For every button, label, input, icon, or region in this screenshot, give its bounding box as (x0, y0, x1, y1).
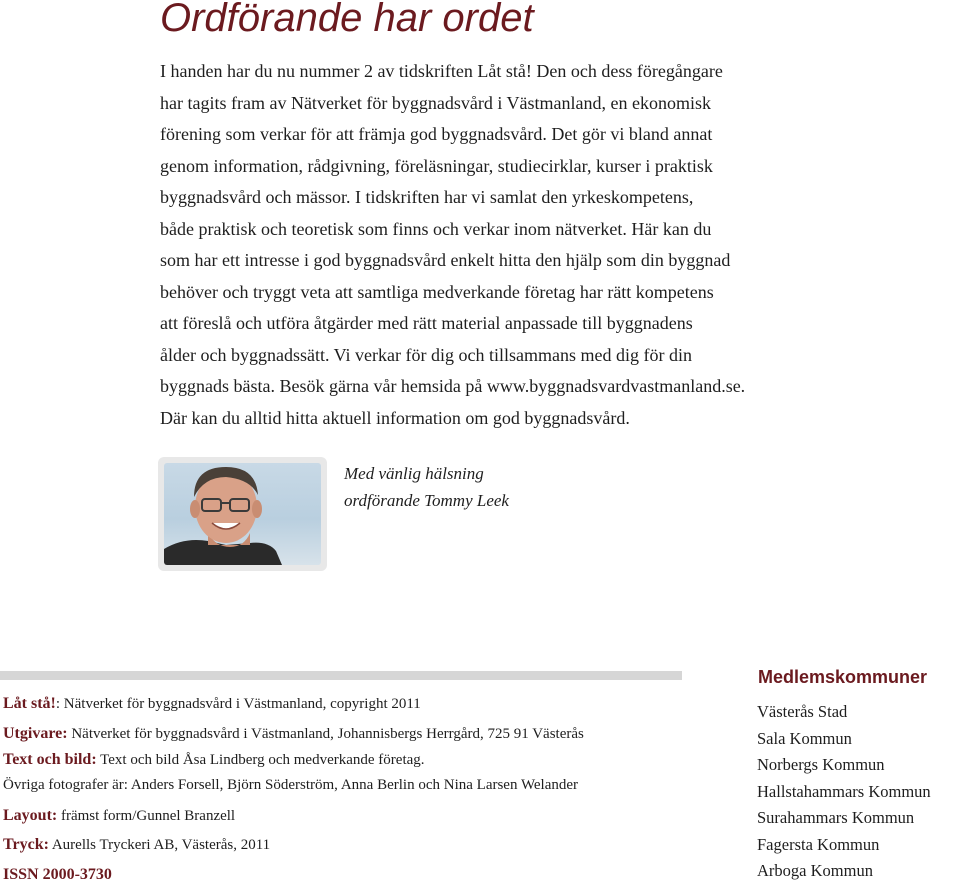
colophon-line-layout (3, 801, 703, 831)
body-line: som har ett intresse i god byggnadsvård enkelt hitta den hjälp som din byggnad (160, 250, 731, 270)
body-line: förening som verkar för att främja god byggnadsvård. Det gör vi bland annat (160, 124, 713, 144)
list-item: Surahammars Kommun (757, 808, 915, 827)
divider-bar (0, 671, 682, 680)
signoff (344, 460, 509, 514)
portrait-photo (164, 463, 321, 565)
body-line: byggnadsvård och mässor. I tidskriften har vi samlat den yrkeskompetens, (160, 187, 694, 207)
body-line: byggnads bästa. Besök gärna vår hemsida på www.byggnadsvardvastmanland.se. (160, 376, 746, 396)
colophon-line-issn (3, 860, 703, 890)
body-text (160, 56, 800, 434)
list-item: Sala Kommun (757, 728, 852, 748)
body-line: ålder och byggnadssätt. Vi verkar för dig och tillsammans med dig för din (160, 344, 692, 365)
signoff-signature: ordförande Tommy Leek (344, 491, 509, 510)
body-line: både praktisk och teoretisk som finns och verkar inom nätverket. Här kan du (160, 218, 712, 239)
list-item: Arboga Kommun (757, 861, 873, 880)
body-line: att föreslå och utföra åtgärder med rätt material anpassade till byggnadens (160, 313, 693, 333)
colophon-line-other-photographers (3, 771, 703, 801)
layout-value: främst form/Gunnel Branzell (57, 807, 236, 824)
body-line: behöver och tryggt veta att samtliga medverkande företag har rätt kompetens (160, 281, 714, 302)
issn: ISSN 2000-3730 (3, 865, 112, 883)
publisher-label: Utgivare: (3, 724, 68, 742)
list-item: Hallstahammars Kommun (757, 781, 931, 801)
text-photo-value: Text och bild Åsa Lindberg och medverkande företag. (96, 752, 425, 768)
body-line: har tagits fram av Nätverket för byggnadsvård i Västmanland, en ekonomisk (160, 92, 712, 113)
print-value: Aurells Tryckeri AB, Västerås, 2011 (48, 837, 271, 853)
colophon-line-text-photo (3, 748, 703, 771)
publication-label: Låt stå! (3, 695, 56, 712)
print-label: Tryck: (3, 836, 49, 853)
list-item: Norbergs Kommun (757, 755, 885, 774)
list-item: Västerås Stad (757, 702, 848, 721)
body-line: Där kan du alltid hitta aktuell information om god byggnadsvård. (160, 407, 630, 428)
body-line: genom information, rådgivning, föreläsningar, studiecirklar, kurser i praktisk (160, 155, 713, 176)
other-photographers: Övriga fotografer är: Anders Forsell, Björn Söderström, Anna Berlin och Nina Larsen Welander (3, 777, 579, 793)
list-item: Fagersta Kommun (757, 834, 880, 854)
member-municipalities-heading: Medlemskommuner (758, 667, 928, 687)
text-photo-label: Text och bild: (3, 751, 97, 768)
colophon-line-print (3, 830, 703, 860)
colophon (3, 689, 703, 889)
layout-label: Layout: (3, 806, 58, 824)
member-municipalities-list (757, 699, 931, 885)
body-line: I handen har du nu nummer 2 av tidskriften Låt stå! Den och dess föregångare (160, 61, 723, 81)
colophon-line-publication (3, 689, 703, 719)
publisher-value: Nätverket för byggnadsvård i Västmanland, Johannisbergs Herrgård, 725 91 Västerås (67, 725, 584, 742)
signoff-greeting: Med vänlig hälsning (344, 464, 484, 483)
page-title: Ordförande har ordet (160, 0, 534, 40)
publication-value: : Nätverket för byggnadsvård i Västmanland, copyright 2011 (55, 696, 421, 712)
portrait-photo-frame (158, 457, 327, 571)
colophon-line-publisher (3, 719, 703, 749)
portrait-illustration (164, 463, 321, 565)
